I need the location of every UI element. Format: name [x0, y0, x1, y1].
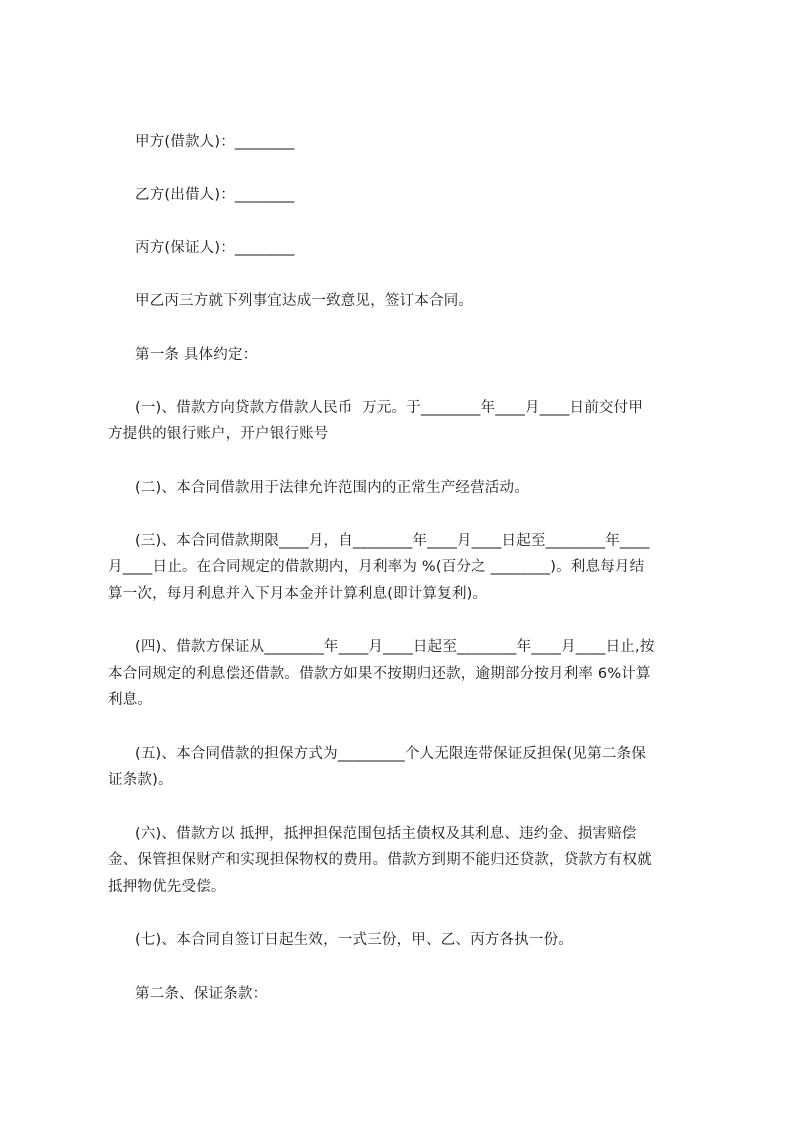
- clause6-line2: 金、保管担保财产和实现担保物权的费用。借款方到期不能归还贷款，贷款方有权就: [108, 852, 652, 868]
- clause1-line1: (一)、借款方向贷款方借款人民币 万元。于________年____月____日前交付甲: [135, 400, 644, 416]
- party-b-line: 乙方(出借人)：________: [135, 187, 295, 203]
- clause3-line2: 月____日止。在合同规定的借款期内，月利率为 %(百分之 ________)。利息每月结: [108, 559, 645, 575]
- clause7-line1: (七)、本合同自签订日起生效，一式三份，甲、乙、丙方各执一份。: [135, 932, 574, 948]
- article2-heading: 第二条、保证条款：: [135, 986, 268, 1002]
- clause4-line3: 利息。: [108, 692, 153, 708]
- clause6-line3: 抵押物优先受偿。: [108, 879, 226, 895]
- clause3-line1: (三)、本合同借款期限____月，自________年____月____日起至________年____: [135, 533, 650, 549]
- clause5-line2: 证条款)。: [108, 772, 173, 788]
- intro-paragraph: 甲乙丙三方就下列事宜达成一致意见，签订本合同。: [135, 293, 474, 309]
- article1-heading: 第一条 具体约定：: [135, 347, 258, 363]
- clause5-line1: (五)、本合同借款的担保方式为_________个人无限连带保证反担保(见第二条保: [135, 746, 646, 762]
- clause4-line1: (四)、借款方保证从________年____月____日起至________年____月____日止,按: [135, 639, 655, 655]
- party-a-line: 甲方(借款人)：________: [135, 134, 295, 150]
- clause4-line2: 本合同规定的利息偿还借款。借款方如果不按期归还款，逾期部分按月利率 6%计算: [108, 666, 651, 682]
- clause3-line3: 算一次，每月利息并入下月本金并计算利息(即计算复利)。: [108, 586, 488, 602]
- party-c-line: 丙方(保证人)：________: [135, 240, 295, 256]
- clause6-line1: (六)、借款方以 抵押，抵押担保范围包括主债权及其利息、违约金、损害赔偿: [135, 826, 637, 842]
- clause1-line2: 方提供的银行账户，开户银行账号: [108, 426, 329, 442]
- clause2-line1: (二)、本合同借款用于法律允许范围内的正常生产经营活动。: [135, 480, 529, 496]
